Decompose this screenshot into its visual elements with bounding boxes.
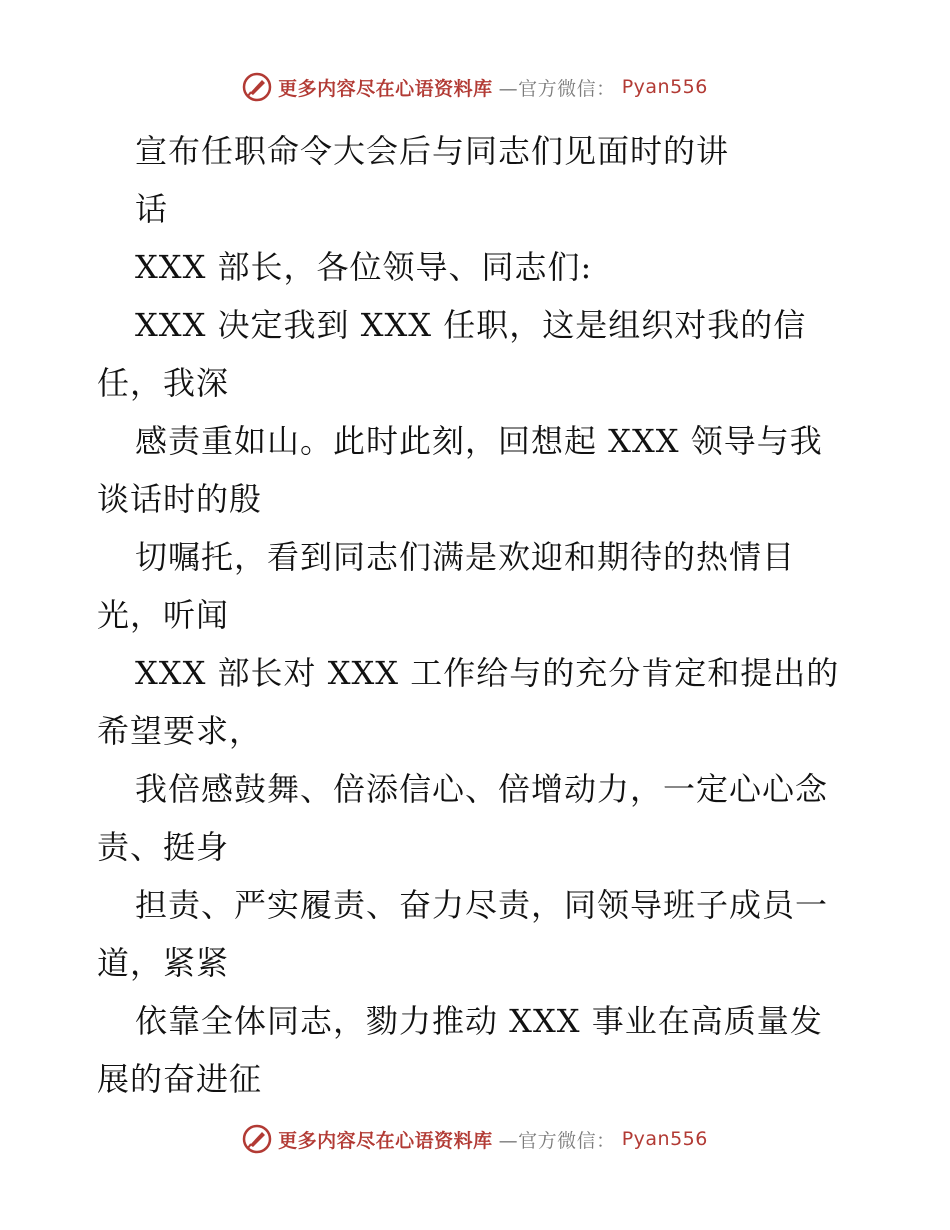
footer-banner [0, 1124, 950, 1154]
doc-line: XXX 决定我到 XXX 任职，这是组织对我的信 [135, 306, 807, 344]
doc-line: 依靠全体同志，勠力推动 XXX 事业在高质量发 [135, 1002, 823, 1040]
quill-logo-icon [242, 72, 272, 102]
doc-line: 光，听闻 [97, 596, 230, 634]
banner-separator-text: —官方微信： [498, 1129, 616, 1152]
banner-main-text: 更多内容尽在心语资料库 [278, 1129, 493, 1152]
banner-wechat-id: Pyan556 [621, 76, 708, 98]
doc-line: 宣布任职命令大会后与同志们见面时的讲 [135, 132, 730, 170]
doc-line: 话 [135, 190, 169, 228]
doc-line: 希望要求， [97, 712, 263, 750]
doc-line: 我倍感鼓舞、倍添信心、倍增动力，一定心心念 [135, 770, 829, 808]
doc-line: 任，我深 [97, 364, 230, 402]
doc-line: 道，紧紧 [97, 944, 230, 982]
quill-logo-icon [242, 1124, 272, 1154]
banner-main-text: 更多内容尽在心语资料库 [278, 77, 493, 100]
doc-line: 责、挺身 [97, 828, 230, 866]
banner-separator-text: —官方微信： [498, 77, 616, 100]
doc-line: 担责、严实履责、奋力尽责，同领导班子成员一 [135, 886, 829, 924]
document-body [97, 122, 857, 1108]
header-banner [0, 72, 950, 102]
doc-line: 谈话时的殷 [97, 480, 263, 518]
doc-line: XXX 部长，各位领导、同志们: [135, 248, 593, 286]
doc-line: 感责重如山。此时此刻，回想起 XXX 领导与我 [135, 422, 823, 460]
doc-line: 切嘱托，看到同志们满是欢迎和期待的热情目 [135, 538, 796, 576]
banner-wechat-id: Pyan556 [621, 1128, 708, 1150]
doc-line: XXX 部长对 XXX 工作给与的充分肯定和提出的 [135, 654, 840, 692]
doc-line: 展的奋进征 [97, 1060, 263, 1098]
